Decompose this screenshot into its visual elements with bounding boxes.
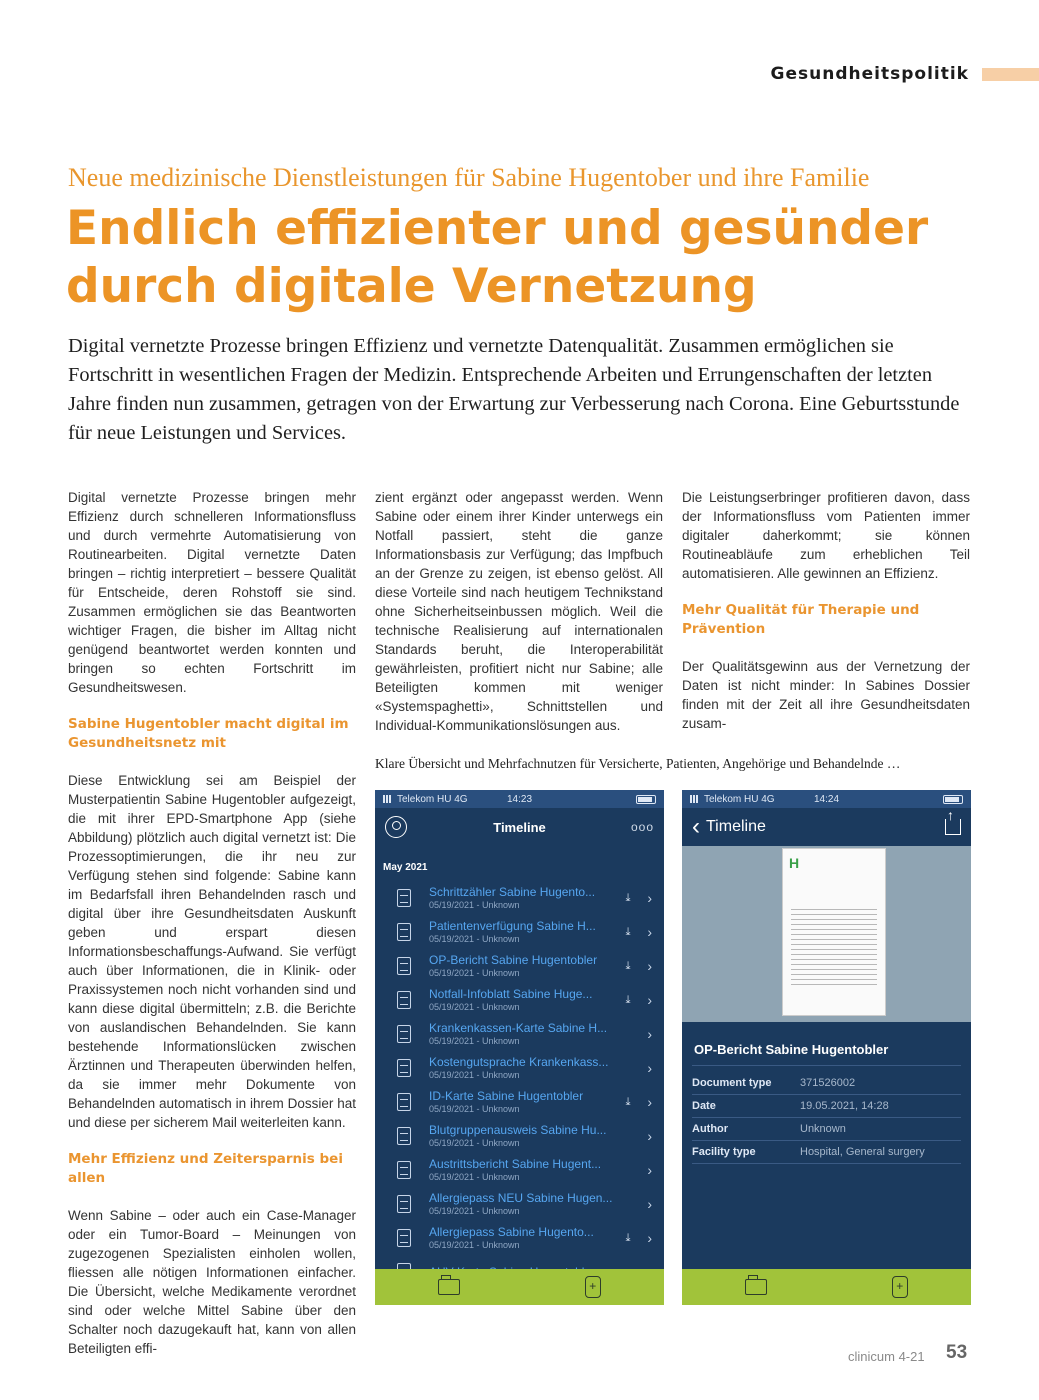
document-subtitle: 05/19/2021 - Unknown	[429, 1240, 520, 1250]
medication-icon[interactable]	[892, 1276, 908, 1298]
col3-paragraph-1: Die Leistungserbringer profitieren davon, dass der Informationsfluss vom Patienten immer digitaler daherkommt; sie können Routineabläufe zum erheblichen Teil automatisieren. Alle gewinnen an Effizienz.	[682, 490, 970, 581]
document-icon	[397, 991, 411, 1009]
share-icon[interactable]	[945, 819, 961, 835]
carrier-label: Telekom HU 4G	[397, 793, 468, 805]
tab-bar	[682, 1269, 971, 1305]
column-3	[682, 488, 970, 733]
kicker: Neue medizinische Dienstleistungen für Sabine Hugentober und ihre Familie	[68, 163, 870, 192]
download-icon[interactable]: ⤓	[625, 959, 631, 972]
metadata-row	[692, 1095, 961, 1118]
column-1	[68, 488, 356, 1358]
metadata-value: Unknown	[800, 1123, 846, 1135]
col1-paragraph-3: Wenn Sabine – oder auch ein Case-Manager oder ein Tumor-Board – Meinungen von zugezogenen Spezialisten einholen wollen, fliessen alle nötigen Informationen einfacher. Die Übersicht, welche Medikamente verordnet sind oder welche Mittel Sabine über den Schalter noch dazugekauft hat, kann von allen Beteiligten effi-	[68, 1208, 356, 1356]
document-list-item[interactable]	[375, 1017, 664, 1051]
document-text	[429, 885, 620, 911]
document-text	[429, 1225, 620, 1251]
chevron-right-icon: ›	[647, 1162, 652, 1178]
document-subtitle: 05/19/2021 - Unknown	[429, 1002, 520, 1012]
document-list-item[interactable]	[375, 915, 664, 949]
status-bar	[682, 790, 971, 808]
document-subtitle: 05/19/2021 - Unknown	[429, 1206, 520, 1216]
document-icon	[397, 1093, 411, 1111]
status-time: 14:24	[813, 793, 840, 805]
document-text	[429, 1021, 620, 1047]
document-title: Kostengutsprache Krankenkass...	[429, 1055, 609, 1069]
document-subtitle: 05/19/2021 - Unknown	[429, 1138, 520, 1148]
document-page	[782, 848, 886, 1016]
headline-line-2: durch digitale Vernetzung	[66, 259, 757, 314]
back-label: Timeline	[706, 818, 766, 835]
col1-subheading-2: Mehr Effizienz und Zeitersparnis bei allen	[68, 1151, 343, 1186]
document-title: OP-Bericht Sabine Hugentobler	[692, 1022, 961, 1066]
document-subtitle: 05/19/2021 - Unknown	[429, 1036, 520, 1046]
document-list	[375, 881, 664, 1289]
document-text	[429, 987, 620, 1013]
download-icon[interactable]: ⤓	[625, 993, 631, 1006]
tab-bar	[375, 1269, 664, 1305]
nav-title: Timeline	[493, 819, 546, 835]
document-preview[interactable]	[682, 846, 971, 1022]
download-icon[interactable]: ⤓	[625, 1231, 631, 1244]
phone-document-screen	[682, 790, 971, 1305]
chevron-right-icon: ›	[647, 992, 652, 1008]
document-list-item[interactable]	[375, 949, 664, 983]
document-list-item[interactable]	[375, 1085, 664, 1119]
document-list-item[interactable]	[375, 983, 664, 1017]
metadata-table	[692, 1072, 961, 1164]
hospital-logo: H	[789, 855, 800, 871]
folder-icon[interactable]	[438, 1279, 460, 1295]
chevron-right-icon: ›	[647, 1230, 652, 1246]
document-title: Allergiepass Sabine Hugento...	[429, 1225, 594, 1239]
metadata-key: Date	[692, 1100, 716, 1112]
battery-icon	[636, 795, 656, 804]
metadata-row	[692, 1141, 961, 1164]
medication-icon[interactable]	[585, 1276, 601, 1298]
document-icon	[397, 957, 411, 975]
document-title: Austrittsbericht Sabine Hugent...	[429, 1157, 602, 1171]
chevron-right-icon: ›	[647, 924, 652, 940]
document-text	[429, 1123, 620, 1149]
document-text	[429, 1191, 620, 1217]
col2-paragraph-1: zient ergänzt oder angepasst werden. Wenn Sabine oder einem ihrer Kinder unterwegs ein Notfall passiert, steht die ganze Informationsbasis zur Verfügung; das Impfbuch an der Grenze zu zeigen, ist ebenso gelöst. All diese Vorteile sind nach heutigem Technikstand ohne Sicherheitseinbussen möglich. Weil die technische Realisierung auf internationalen Standards beruht, die Interoperabilität gewährleisten, profitiert nicht nur Sabine; alle Beteiligten kommen mit weniger «Systemspaghetti», Schnittstellen und Individual-Kommunikationslösungen aus.	[375, 490, 663, 733]
status-bar	[375, 790, 664, 808]
document-title: ID-Karte Sabine Hugentobler	[429, 1089, 584, 1103]
chevron-right-icon: ›	[647, 958, 652, 974]
folder-icon[interactable]	[745, 1279, 767, 1295]
metadata-value: 371526002	[800, 1077, 856, 1089]
status-time: 14:23	[506, 793, 533, 805]
metadata-key: Document type	[692, 1077, 772, 1089]
col1-paragraph-1: Digital vernetzte Prozesse bringen mehr Effizienz durch schnelleren Informationsfluss und durch vermehrte Automatisierung von Routinearbeiten. Digital vernetzte Daten bringen – richtig interpretiert – bessere Qualität für Entscheide, deren Rohstoff sie sind. Zusammen ermöglichen sie das Beantworten wichtiger Fragen, die bisher im Alltag nicht genügend beantwortet werden konnten und bringen so echten Fortschritt im Gesundheitswesen.	[68, 490, 356, 695]
document-list-item[interactable]	[375, 1051, 664, 1085]
document-text	[429, 953, 620, 979]
document-text	[429, 1055, 620, 1081]
metadata-row	[692, 1072, 961, 1095]
battery-icon	[943, 795, 963, 804]
metadata-value: 19.05.2021, 14:28	[800, 1100, 889, 1112]
document-subtitle: 05/19/2021 - Unknown	[429, 1070, 520, 1080]
document-icon	[397, 923, 411, 941]
download-icon[interactable]: ⤓	[625, 925, 631, 938]
document-title: Notfall-Infoblatt Sabine Huge...	[429, 987, 593, 1001]
lead-paragraph: Digital vernetzte Prozesse bringen Effizienz und vernetzte Datenqualität. Zusammen ermöglichen sie Fortschritt in wesentlichen Fragen der Medizin. Entsprechende Arbeiten und Errungenschaften der letzten Jahre finden nun zusammen, getragen von der Erwartung zur Verbesserung nach Corona. Eine Geburtsstunde für neue Leistungen und Services.	[68, 335, 960, 444]
download-icon[interactable]: ⤓	[625, 1095, 631, 1108]
metadata-value: Hospital, General surgery	[800, 1146, 925, 1158]
document-icon	[397, 1229, 411, 1247]
document-title: Krankenkassen-Karte Sabine H...	[429, 1021, 608, 1035]
document-icon	[397, 1161, 411, 1179]
column-2	[375, 488, 663, 735]
document-text	[429, 1157, 620, 1183]
page-number: 53	[946, 1342, 968, 1363]
profile-icon[interactable]	[385, 816, 407, 838]
document-subtitle: 05/19/2021 - Unknown	[429, 968, 520, 978]
nav-bar	[375, 808, 664, 846]
col3-paragraph-2: Der Qualitätsgewinn aus der Vernetzung der Daten ist nicht minder: In Sabines Dossier finden mit der Zeit all ihre Gesundheitsdaten zusam-	[682, 659, 970, 731]
document-icon	[397, 1195, 411, 1213]
document-icon	[397, 1025, 411, 1043]
col3-subheading-1: Mehr Qualität für Therapie und Prävention	[682, 602, 920, 637]
magazine-issue: clinicum 4-21	[848, 1349, 925, 1364]
back-button[interactable]	[692, 813, 766, 840]
document-list-item[interactable]	[375, 1221, 664, 1255]
document-subtitle: 05/19/2021 - Unknown	[429, 1172, 520, 1182]
document-text-lines	[791, 909, 877, 985]
col1-subheading-1: Sabine Hugentobler macht digital im Gesundheitsnetz mit	[68, 716, 349, 751]
document-icon	[397, 1127, 411, 1145]
figure-caption: Klare Übersicht und Mehrfachnutzen für Versicherte, Patienten, Angehörige und Behandelnde …	[375, 756, 901, 771]
section-bar	[982, 68, 1039, 81]
document-list-item[interactable]	[375, 881, 664, 915]
document-list-item[interactable]	[375, 1153, 664, 1187]
metadata-key: Author	[692, 1123, 729, 1135]
nav-bar	[682, 808, 971, 846]
document-text	[429, 919, 620, 945]
chevron-right-icon: ›	[647, 1128, 652, 1144]
col1-paragraph-2: Diese Entwicklung sei am Beispiel der Musterpatientin Sabine Hugentobler aufgezeigt, die mit ihrer EPD-Smartphone App (siehe Abbildung) plötzlich auch digital vernetzt ist: Die Prozessoptimierungen, die ihr neu zur Verfügung stehen sind folgende: Sabine kann im Bedarfsfall ihren Behandelnden rasch und digital über ihre Gesundheitsdaten Auskunft geben und erspart diesen Informationsbeschaffungs-Aufwand. Sie verfügt auch über Informationen, die in Klinik- oder Praxissystemen noch nicht vorhanden sind und kann diese digital übermitteln; z.B. die Berichte von auslandischen Behandelnden. Sie kann bestehende Informationslücken zwischen Ärztinnen und Therapeuten überwinden helfen, da sie immer mehr Dokumente von Behandelnden automatisch in ihrem Dossier hat und diese per sicherem Mail weiterleiten kann.	[68, 773, 356, 1130]
document-subtitle: 05/19/2021 - Unknown	[429, 934, 520, 944]
headline	[66, 200, 986, 316]
chevron-right-icon: ›	[647, 1060, 652, 1076]
document-list-item[interactable]	[375, 1187, 664, 1221]
month-header: May 2021	[383, 862, 428, 873]
document-icon	[397, 889, 411, 907]
phone-timeline-screen	[375, 790, 664, 1305]
chevron-right-icon: ›	[647, 1026, 652, 1042]
more-icon[interactable]: ooo	[630, 820, 654, 834]
chevron-right-icon: ›	[647, 1196, 652, 1212]
metadata-key: Facility type	[692, 1146, 756, 1158]
document-text	[429, 1089, 620, 1115]
document-title: Blutgruppenausweis Sabine Hu...	[429, 1123, 607, 1137]
document-icon	[397, 1059, 411, 1077]
document-subtitle: 05/19/2021 - Unknown	[429, 1104, 520, 1114]
document-title: Schrittzähler Sabine Hugento...	[429, 885, 596, 899]
document-title: Patientenverfügung Sabine H...	[429, 919, 596, 933]
chevron-left-icon: ‹	[692, 813, 700, 840]
metadata-row	[692, 1118, 961, 1141]
download-icon[interactable]: ⤓	[625, 891, 631, 904]
chevron-right-icon: ›	[647, 1094, 652, 1110]
carrier-label: Telekom HU 4G	[704, 793, 775, 805]
document-subtitle: 05/19/2021 - Unknown	[429, 900, 520, 910]
chevron-right-icon: ›	[647, 890, 652, 906]
document-title: OP-Bericht Sabine Hugentobler	[429, 953, 598, 967]
headline-line-1: Endlich effizienter und gesünder	[66, 201, 929, 256]
document-title: Allergiepass NEU Sabine Hugen...	[429, 1191, 613, 1205]
document-list-item[interactable]	[375, 1119, 664, 1153]
section-label: Gesundheitspolitik	[770, 64, 969, 84]
